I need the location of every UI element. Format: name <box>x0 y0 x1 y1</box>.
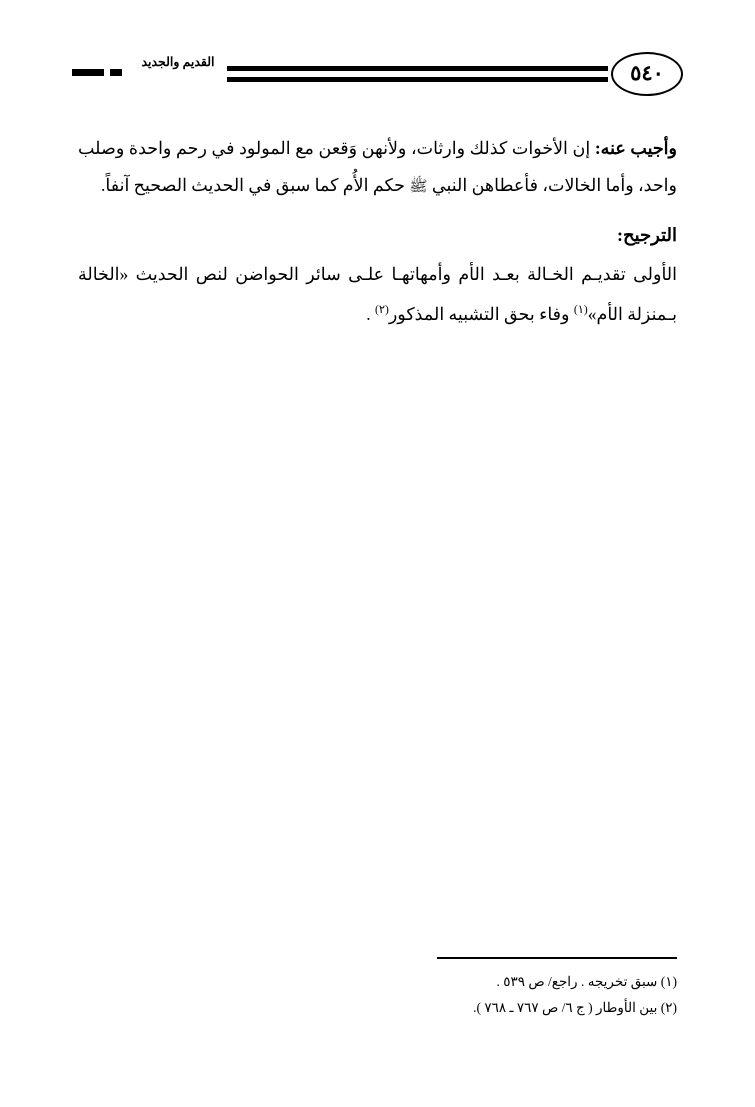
header-dash-long-icon <box>72 69 104 76</box>
paragraph-text-a: إن الأخوات كذلك وارثات، ولأنهن وَقعن مع المولود في رحم واحدة وصلب واحد، وأما الخالات، فأعطاهن النبي <box>78 138 677 195</box>
page-content <box>78 130 677 334</box>
footnote-item: (١) سبق تخريجه . راجع/ ص ٥٣٩ . <box>496 974 677 989</box>
page-header <box>72 52 683 98</box>
footnote-item: (٢) بين الأوطار ( ج ٦/ ص ٧٦٧ ـ ٧٦٨ ). <box>473 1000 677 1015</box>
prophet-honorific-icon: ﷺ <box>409 179 428 195</box>
footnotes-block <box>78 957 677 1021</box>
page-number-badge <box>611 52 683 96</box>
paragraph-objection-answer <box>78 130 677 206</box>
header-rule-bottom <box>227 77 608 82</box>
footnote-separator <box>437 957 677 959</box>
running-title: القديم والجديد <box>141 55 215 69</box>
tarjih-text-a: الأولى تقديـم الخـالة بعـد الأم وأمهاتهـا علـى سائر الحواضن لنص الحديث «الخالة بـمنزلة الأم» <box>78 264 677 324</box>
paragraph-tarjih-body <box>78 256 677 332</box>
tarjih-text-b: وفاء بحق التشبيه المذكور <box>388 303 574 324</box>
tarjih-text-c: . <box>366 303 375 324</box>
footnote-marker-2: (٢) <box>374 304 389 316</box>
footnote-marker-1: (١) <box>573 304 588 316</box>
page-number: ٥٤٠ <box>630 61 664 85</box>
header-dash-short-icon <box>110 69 122 76</box>
section-heading-tarjih: الترجيح: <box>616 225 677 245</box>
paragraph-text-b: حكم الأُم كما سبق في الحديث الصحيح آنفاً. <box>101 175 410 195</box>
header-rule-top <box>227 66 608 71</box>
paragraph-lead-label: وأجيب عنه: <box>594 138 677 158</box>
